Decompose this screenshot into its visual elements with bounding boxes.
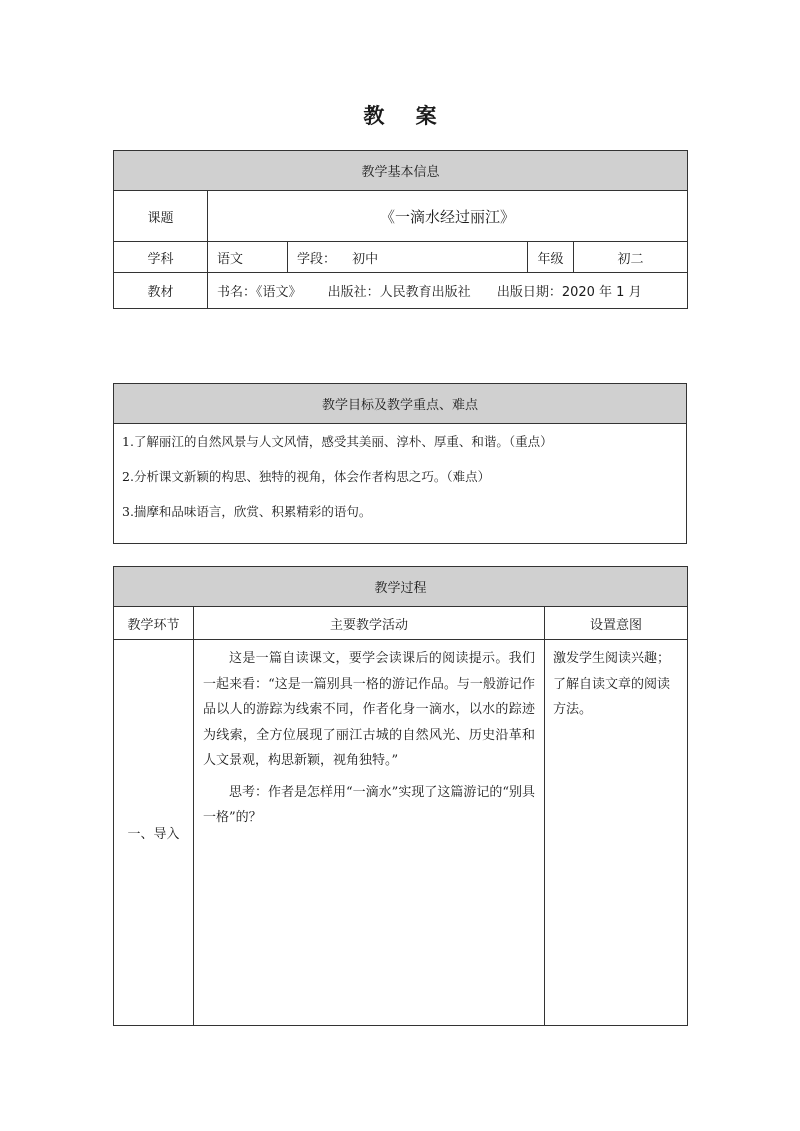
- goal-item: 3.揣摩和品味语言，欣赏、积累精彩的语句。: [122, 504, 372, 519]
- subject-label: 学科: [114, 242, 208, 273]
- goals-list: [114, 424, 687, 544]
- page-title: 教 案: [363, 103, 449, 128]
- basic-info-header: 教学基本信息: [114, 151, 688, 191]
- publish-date: 出版日期：2020 年 1 月: [496, 285, 642, 300]
- activity-paragraph: 思考：作者是怎样用“一滴水”实现了这篇游记的“别具一格”的？: [203, 784, 535, 825]
- process-header: 教学过程: [114, 567, 688, 607]
- publisher: 出版社：人民教育出版社: [327, 285, 471, 300]
- activity-paragraph: 这是一篇自读课文，要学会读课后的阅读提示。我们一起来看：“这是一篇别具一格的游记作品。与一般游记作品以人的游踪为线索不同，作者化身一滴水，以水的踪迹为线索，全方位展现了丽江古城的自然风光、历史沿革和人文景观，构思新颖，视角独特。”: [203, 651, 535, 768]
- teaching-goals-table: [113, 383, 687, 544]
- topic-value: 《一滴水经过丽江》: [208, 191, 688, 242]
- stage-cell: [288, 242, 528, 273]
- grade-value: 初二: [574, 242, 688, 273]
- book-name: 书名：《语文》: [217, 285, 302, 300]
- goal-item: 2.分析课文新颖的构思、独特的视角，体会作者构思之巧。（难点）: [122, 469, 491, 484]
- stage-name: 一、导入: [114, 640, 194, 1026]
- textbook-label: 教材: [114, 273, 208, 309]
- activity-content: [194, 640, 545, 1026]
- intent-content: 激发学生阅读兴趣；了解自读文章的阅读方法。: [545, 640, 688, 1026]
- goal-item: 1.了解丽江的自然风景与人文风情，感受其美丽、淳朴、厚重、和谐。（重点）: [122, 434, 553, 449]
- column-header-stage: 教学环节: [114, 607, 194, 640]
- textbook-details: [208, 273, 688, 309]
- column-header-intent: 设置意图: [545, 607, 688, 640]
- stage-label: 学段：: [297, 251, 337, 267]
- grade-label: 年级: [528, 242, 574, 273]
- stage-value: 初中: [352, 251, 379, 267]
- column-header-activity: 主要教学活动: [194, 607, 545, 640]
- table-row: [114, 640, 688, 1026]
- basic-info-table: [113, 150, 688, 309]
- teaching-process-table: [113, 566, 688, 1026]
- topic-label: 课题: [114, 191, 208, 242]
- subject-value: 语文: [208, 242, 288, 273]
- goals-header: 教学目标及教学重点、难点: [114, 384, 687, 424]
